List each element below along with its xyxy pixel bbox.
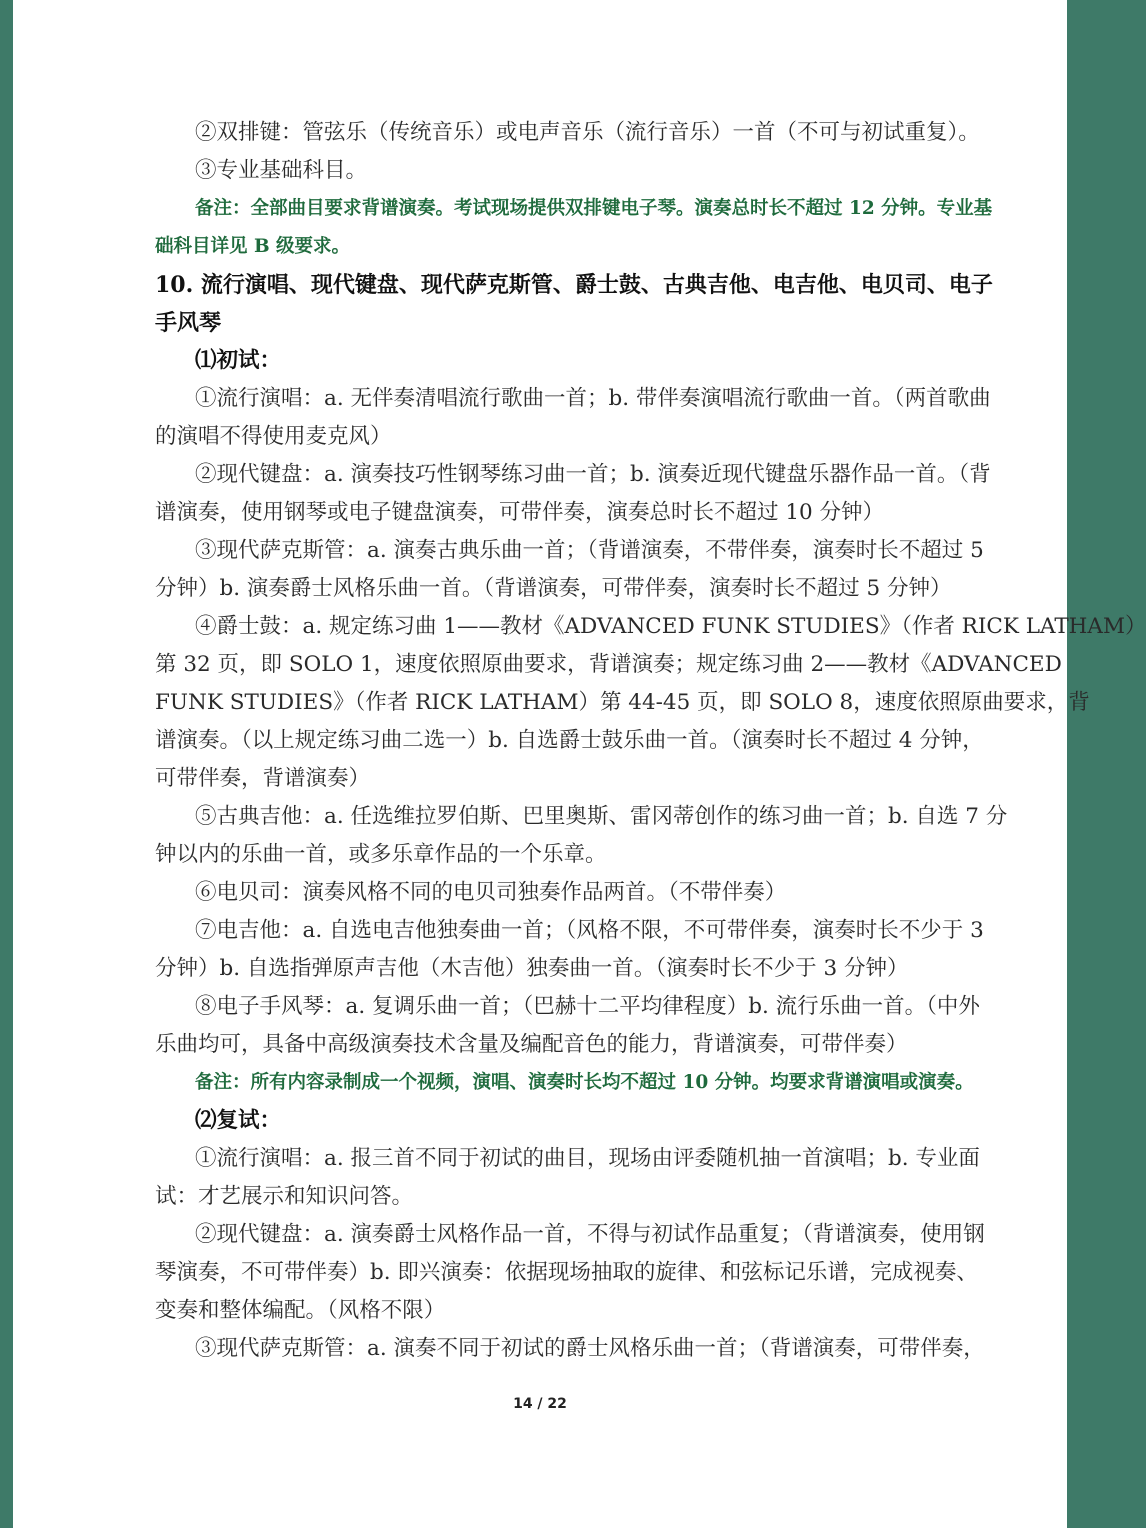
text-line: ①流行演唱：a. 无伴奏清唱流行歌曲一首；b. 带伴奏演唱流行歌曲一首。（两首歌曲 [195, 386, 991, 411]
note-line: 备注：全部曲目要求背谱演奏。考试现场提供双排键电子琴。演奏总时长不超过 12 分钟。专业基 [195, 198, 993, 219]
text-line: ④爵士鼓：a. 规定练习曲 1——教材《ADVANCED FUNK STUDIES》（作者 RICK LATHAM） [195, 614, 1146, 639]
text-line: 钟以内的乐曲一首，或多乐章作品的一个乐章。 [155, 842, 607, 867]
text-line: ②现代键盘：a. 演奏爵士风格作品一首，不得与初试作品重复；（背谱演奏，使用钢 [195, 1222, 985, 1247]
text-line: 的演唱不得使用麦克风） [155, 424, 392, 449]
subsection-title: ⑴初试： [195, 348, 282, 373]
text-line: ②双排键：管弦乐（传统音乐）或电声音乐（流行音乐）一首（不可与初试重复）。 [195, 120, 980, 145]
text-line: ⑤古典吉他：a. 任选维拉罗伯斯、巴里奥斯、雷冈蒂创作的练习曲一首；b. 自选 7 分 [195, 804, 1008, 829]
text-line: 谱演奏。（以上规定练习曲二选一）b. 自选爵士鼓乐曲一首。（演奏时长不超过 4 分钟， [155, 728, 984, 753]
text-line: FUNK STUDIES》（作者 RICK LATHAM）第 44-45 页，即 SOLO 8，速度依照原曲要求，背 [155, 690, 1090, 715]
document-page [13, 0, 1146, 1528]
subsection-title: ⑵复试： [195, 1108, 282, 1133]
text-line: ⑥电贝司：演奏风格不同的电贝司独奏作品两首。（不带伴奏） [195, 880, 787, 905]
text-line: 谱演奏，使用钢琴或电子键盘演奏，可带伴奏，演奏总时长不超过 10 分钟） [155, 500, 885, 525]
text-line: 琴演奏，不可带伴奏）b. 即兴演奏：依据现场抽取的旋律、和弦标记乐谱，完成视奏、 [155, 1260, 978, 1285]
text-line: 变奏和整体编配。（风格不限） [155, 1298, 446, 1323]
text-line: ③专业基础科目。 [195, 158, 368, 183]
note-line: 备注：所有内容录制成一个视频，演唱、演奏时长均不超过 10 分钟。均要求背谱演唱或演奏。 [195, 1072, 974, 1093]
text-line: ⑧电子手风琴：a. 复调乐曲一首；（巴赫十二平均律程度）b. 流行乐曲一首。（中外 [195, 994, 980, 1019]
section-heading: 手风琴 [155, 310, 222, 336]
text-line: 试：才艺展示和知识问答。 [155, 1184, 414, 1209]
text-line: 分钟）b. 演奏爵士风格乐曲一首。（背谱演奏，可带伴奏，演奏时长不超过 5 分钟） [155, 576, 952, 601]
text-line: ①流行演唱：a. 报三首不同于初试的曲目，现场由评委随机抽一首演唱；b. 专业面 [195, 1146, 980, 1171]
text-line: ②现代键盘：a. 演奏技巧性钢琴练习曲一首；b. 演奏近现代键盘乐器作品一首。（背 [195, 462, 991, 487]
text-line: 可带伴奏，背谱演奏） [155, 766, 371, 791]
text-line: 分钟）b. 自选指弹原声吉他（木吉他）独奏曲一首。（演奏时长不少于 3 分钟） [155, 956, 909, 981]
note-line: 础科目详见 B 级要求。 [155, 236, 351, 257]
text-line: ⑦电吉他：a. 自选电吉他独奏曲一首；（风格不限，不可带伴奏，演奏时长不少于 3 [195, 918, 984, 943]
text-line: 第 32 页，即 SOLO 1，速度依照原曲要求，背谱演奏；规定练习曲 2——教材《ADVANCED [155, 652, 1062, 677]
text-line: ③现代萨克斯管：a. 演奏古典乐曲一首；（背谱演奏，不带伴奏，演奏时长不超过 5 [195, 538, 984, 563]
text-line: 乐曲均可，具备中高级演奏技术含量及编配音色的能力，背谱演奏，可带伴奏） [155, 1032, 908, 1057]
text-line: ③现代萨克斯管：a. 演奏不同于初试的爵士风格乐曲一首；（背谱演奏，可带伴奏， [195, 1336, 985, 1361]
section-heading: 10. 流行演唱、现代键盘、现代萨克斯管、爵士鼓、古典吉他、电吉他、电贝司、电子 [155, 272, 993, 298]
page-content [155, 114, 1146, 1368]
page-number: 14 / 22 [513, 1396, 567, 1412]
